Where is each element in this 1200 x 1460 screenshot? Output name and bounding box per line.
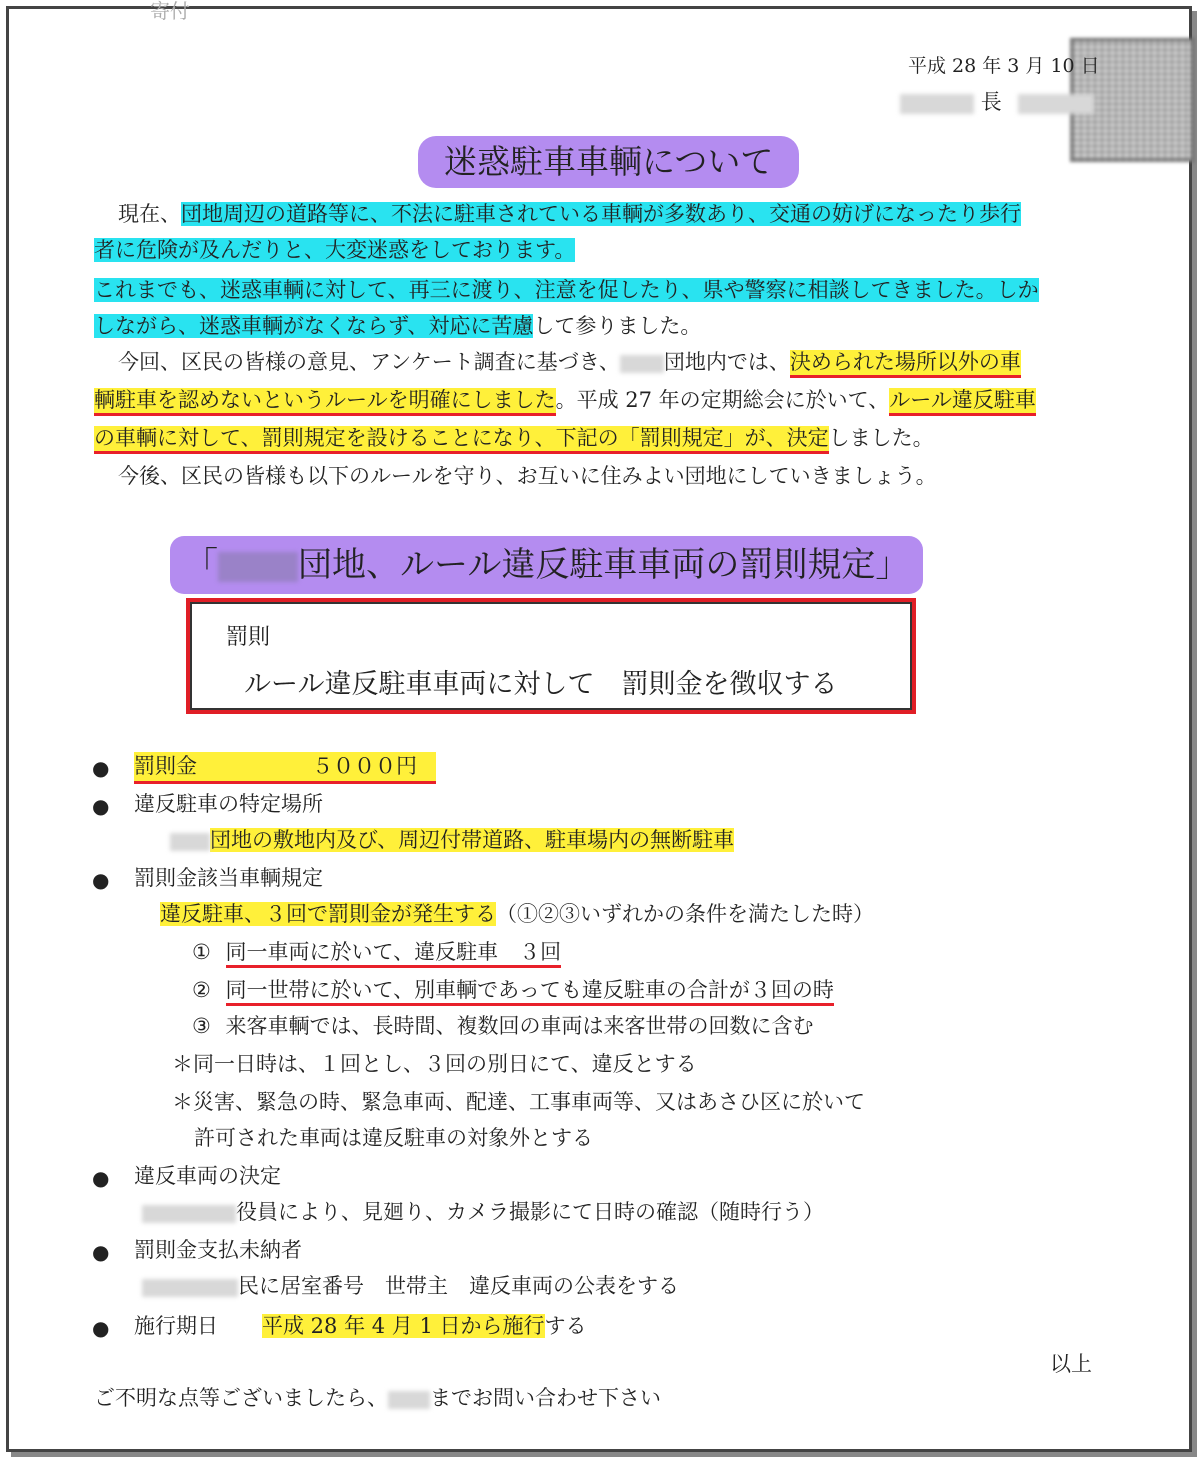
condition-text: 同一世帯に於いて、別車輌であっても違反駐車の合計が３回の時 [226, 978, 834, 1006]
intro-line-5 [118, 348, 1021, 376]
decision-line [142, 1198, 824, 1226]
redacted-name [1018, 94, 1094, 114]
highlight-yellow [134, 752, 436, 784]
unpaid-line [142, 1272, 679, 1300]
rule-highlight: 違反駐車、３回で罰則金が発生する [160, 902, 496, 926]
redacted-name [142, 1205, 236, 1223]
closing-end: 以上 [1050, 1352, 1092, 1376]
intro-text: 。平成 27 年の定期総会に於いて、 [555, 388, 890, 412]
intro-text: 今回、区民の皆様の意見、アンケート調査に基づき、 [118, 350, 620, 374]
condition-3 [192, 1012, 814, 1040]
date: 平成 28 年 3 月 10 日 [908, 55, 1100, 77]
intro-line-2 [94, 236, 575, 264]
top-faint-text: 寄付 [150, 0, 190, 23]
highlight-cyan: しながら、迷惑車輌がなくならず、対応に苦慮 [94, 314, 534, 338]
condition-1 [192, 938, 561, 966]
unpaid-label: 罰則金支払未納者 [134, 1238, 302, 1262]
redacted-name [170, 833, 210, 851]
effective-label: 施行期日 [134, 1314, 218, 1338]
effective-line [134, 1312, 587, 1340]
effective-highlight: 平成 28 年 4 月 1 日から施行 [262, 1314, 545, 1338]
rule-line [160, 900, 874, 928]
fine-line [134, 752, 436, 784]
contact-text: までお問い合わせ下さい [430, 1386, 661, 1410]
highlight-cyan: これまでも、迷惑車輌に対して、再三に渡り、注意を促したり、県や警察に相談してきました。しか [94, 278, 1039, 302]
note-2a: ＊災害、緊急の時、緊急車両、配達、工事車両等、又はあさひ区に於いて [172, 1090, 865, 1114]
bullet-icon: ● [92, 868, 110, 892]
note-2b: 許可された車両は違反駐車の対象外とする [194, 1126, 593, 1150]
section-title-close: 」 [875, 545, 910, 585]
intro-text: しました。 [828, 426, 934, 450]
highlight-cyan: 者に危険が及んだりと、大変迷惑をしております。 [94, 238, 576, 262]
location-text: 団地の敷地内及び、周辺付帯道路、駐車場内の無断駐車 [210, 828, 735, 852]
highlight-yellow: 輌駐車を認めないというルールを明確にしました [94, 388, 556, 416]
decision-label: 違反車両の決定 [134, 1164, 281, 1188]
highlight-yellow: 決められた場所以外の車 [790, 350, 1021, 378]
decision-text: 役員により、見廻り、カメラ撮影にて日時の確認（随時行う） [236, 1200, 824, 1224]
bullet-icon: ● [92, 1240, 110, 1264]
bullet-icon: ● [92, 756, 110, 780]
bullet-icon: ● [92, 794, 110, 818]
note-1: ＊同一日時は、１回とし、３回の別日にて、違反とする [172, 1052, 697, 1076]
redacted-name [388, 1391, 430, 1409]
intro-text: して参りました。 [533, 314, 702, 338]
condition-number: ② [192, 978, 211, 1002]
condition-text: 同一車両に於いて、違反駐車 ３回 [226, 940, 562, 968]
condition-number: ① [192, 940, 211, 964]
contact-line [94, 1384, 661, 1412]
page-title: 迷惑駐車車輌について [418, 136, 799, 188]
condition-text: 来客車輌では、長時間、複数回の車両は来客世帯の回数に含む [225, 1014, 814, 1038]
bullet-icon: ● [92, 1166, 110, 1190]
redacted-name [620, 355, 664, 373]
author-suffix: 長 [980, 90, 1002, 114]
intro-text: 現在、 [118, 202, 181, 226]
fine-amount: ５０００円 [312, 754, 417, 778]
intro-line-6 [94, 386, 1036, 414]
section-title-open: 「 [184, 545, 218, 585]
intro-line-7 [94, 424, 934, 452]
rule-label: 罰則金該当車輌規定 [134, 866, 323, 890]
redacted-name [142, 1279, 238, 1297]
intro-line-3 [94, 276, 1039, 304]
unpaid-text: 民に居室番号 世帯主 違反車両の公表をする [238, 1274, 679, 1298]
highlight-cyan: 団地周辺の道路等に、不法に駐車されている車輌が多数あり、交通の妨げになったり歩行 [181, 202, 1021, 226]
intro-text: 団地内では、 [663, 350, 790, 374]
effective-tail: する [544, 1314, 587, 1338]
intro-line-1 [118, 200, 1021, 228]
intro-line-8: 今後、区民の皆様も以下のルールを守り、お互いに住みよい団地にしていきましょう。 [118, 464, 937, 488]
highlight-yellow: ルール違反駐車 [889, 388, 1036, 416]
intro-line-4 [94, 312, 701, 340]
contact-text: ご不明な点等ございましたら、 [94, 1386, 388, 1410]
penalty-text: ルール違反駐車車両に対して 罰則金を徴収する [244, 669, 838, 700]
condition-number: ③ [192, 1014, 211, 1038]
penalty-label: 罰則 [226, 625, 271, 650]
rule-note: （①②③いずれかの条件を満たした時） [496, 902, 874, 926]
redacted-name [900, 94, 974, 114]
highlight-yellow: の車輌に対して、罰則規定を設けることになり、下記の「罰則規定」が、決定 [94, 426, 829, 454]
section-title [170, 536, 923, 594]
fine-label: 罰則金 [134, 754, 197, 778]
location-label: 違反駐車の特定場所 [134, 792, 323, 816]
location-line [170, 826, 734, 854]
redacted-name [218, 552, 298, 582]
section-title-text: 団地、ルール違反駐車車両の罰則規定 [298, 545, 876, 585]
author-line [900, 88, 1094, 116]
condition-2 [192, 976, 834, 1004]
bullet-icon: ● [92, 1316, 110, 1340]
